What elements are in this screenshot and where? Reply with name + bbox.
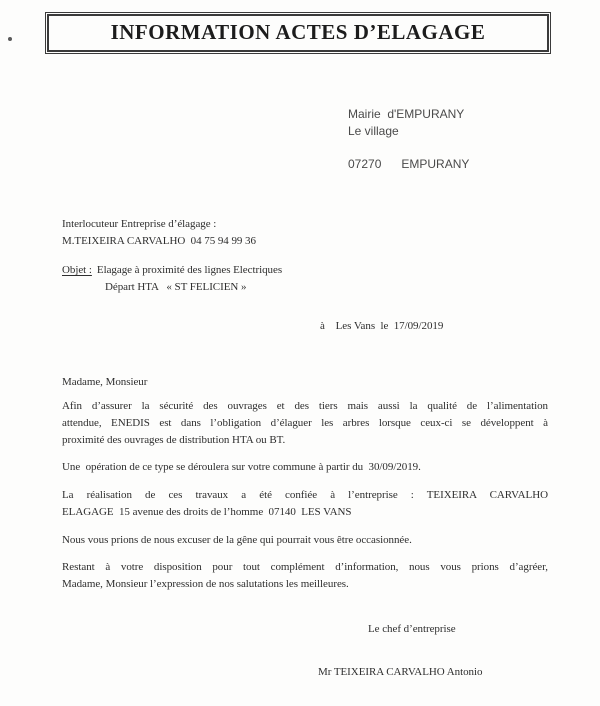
- interlocutor-contact: M.TEIXEIRA CARVALHO 04 75 94 99 36: [62, 235, 256, 247]
- recipient-address: [348, 106, 469, 173]
- subject-line1: [62, 262, 282, 279]
- interlocutor-block: [62, 216, 256, 250]
- page-title: INFORMATION ACTES D’ELAGAGE: [110, 20, 486, 44]
- salutation: Madame, Monsieur: [62, 376, 148, 388]
- paragraph-line: attendue, ENEDIS est dans l’obligation d’élaguer les arbres lorsque ceux-ci se développent à: [62, 417, 548, 429]
- paragraph-line: Restant à votre disposition pour tout complément d’information, nous vous prions d’agréer,: [62, 561, 548, 573]
- recipient-name: Mairie d'EMPURANY: [348, 107, 465, 121]
- subject-text: Elagage à proximité des lignes Electriques: [96, 264, 283, 276]
- title-box-inner: [47, 14, 549, 52]
- paragraph-line: Afin d’assurer la sécurité des ouvrages et des tiers mais aussi la qualité de l’alimentation: [62, 400, 548, 412]
- subject-label: Objet :: [62, 264, 92, 276]
- closing-line: Le chef d’entreprise: [368, 623, 456, 635]
- paragraph-line: La réalisation de ces travaux a été confiée à l’entreprise : TEIXEIRA CARVALHO: [62, 489, 548, 501]
- paragraph-line: Madame, Monsieur l’expression de nos salutations les meilleures.: [62, 578, 349, 590]
- paragraph-line: proximité des ouvrages de distribution HTA ou BT.: [62, 434, 286, 446]
- subject-block: [62, 262, 282, 296]
- paragraph-1: [62, 398, 548, 449]
- recipient-postal-line: [348, 156, 469, 173]
- paragraph-5: [62, 559, 548, 593]
- interlocutor-label: Interlocuteur Entreprise d’élagage :: [62, 218, 217, 230]
- paragraph-3: [62, 487, 548, 521]
- recipient-city: EMPURANY: [401, 157, 470, 171]
- paragraph-4: [62, 532, 548, 549]
- subject-line2: Départ HTA « ST FELICIEN »: [105, 281, 247, 293]
- scan-artifact-dot: [8, 37, 12, 41]
- signature-name: Mr TEIXEIRA CARVALHO Antonio: [318, 666, 483, 678]
- paragraph-line: Une opération de ce type se déroulera sur votre commune à partir du 30/09/2019.: [62, 461, 421, 473]
- recipient-postal-code: 07270: [348, 157, 382, 171]
- paragraph-line: Nous vous prions de nous excuser de la gêne qui pourrait vous être occasionnée.: [62, 534, 412, 546]
- paragraph-2: [62, 459, 548, 476]
- dateline: à Les Vans le 17/09/2019: [320, 320, 444, 332]
- recipient-line2: Le village: [348, 124, 399, 138]
- paragraph-line: ELAGAGE 15 avenue des droits de l’homme 07140 LES VANS: [62, 506, 352, 518]
- title-box: [45, 12, 551, 54]
